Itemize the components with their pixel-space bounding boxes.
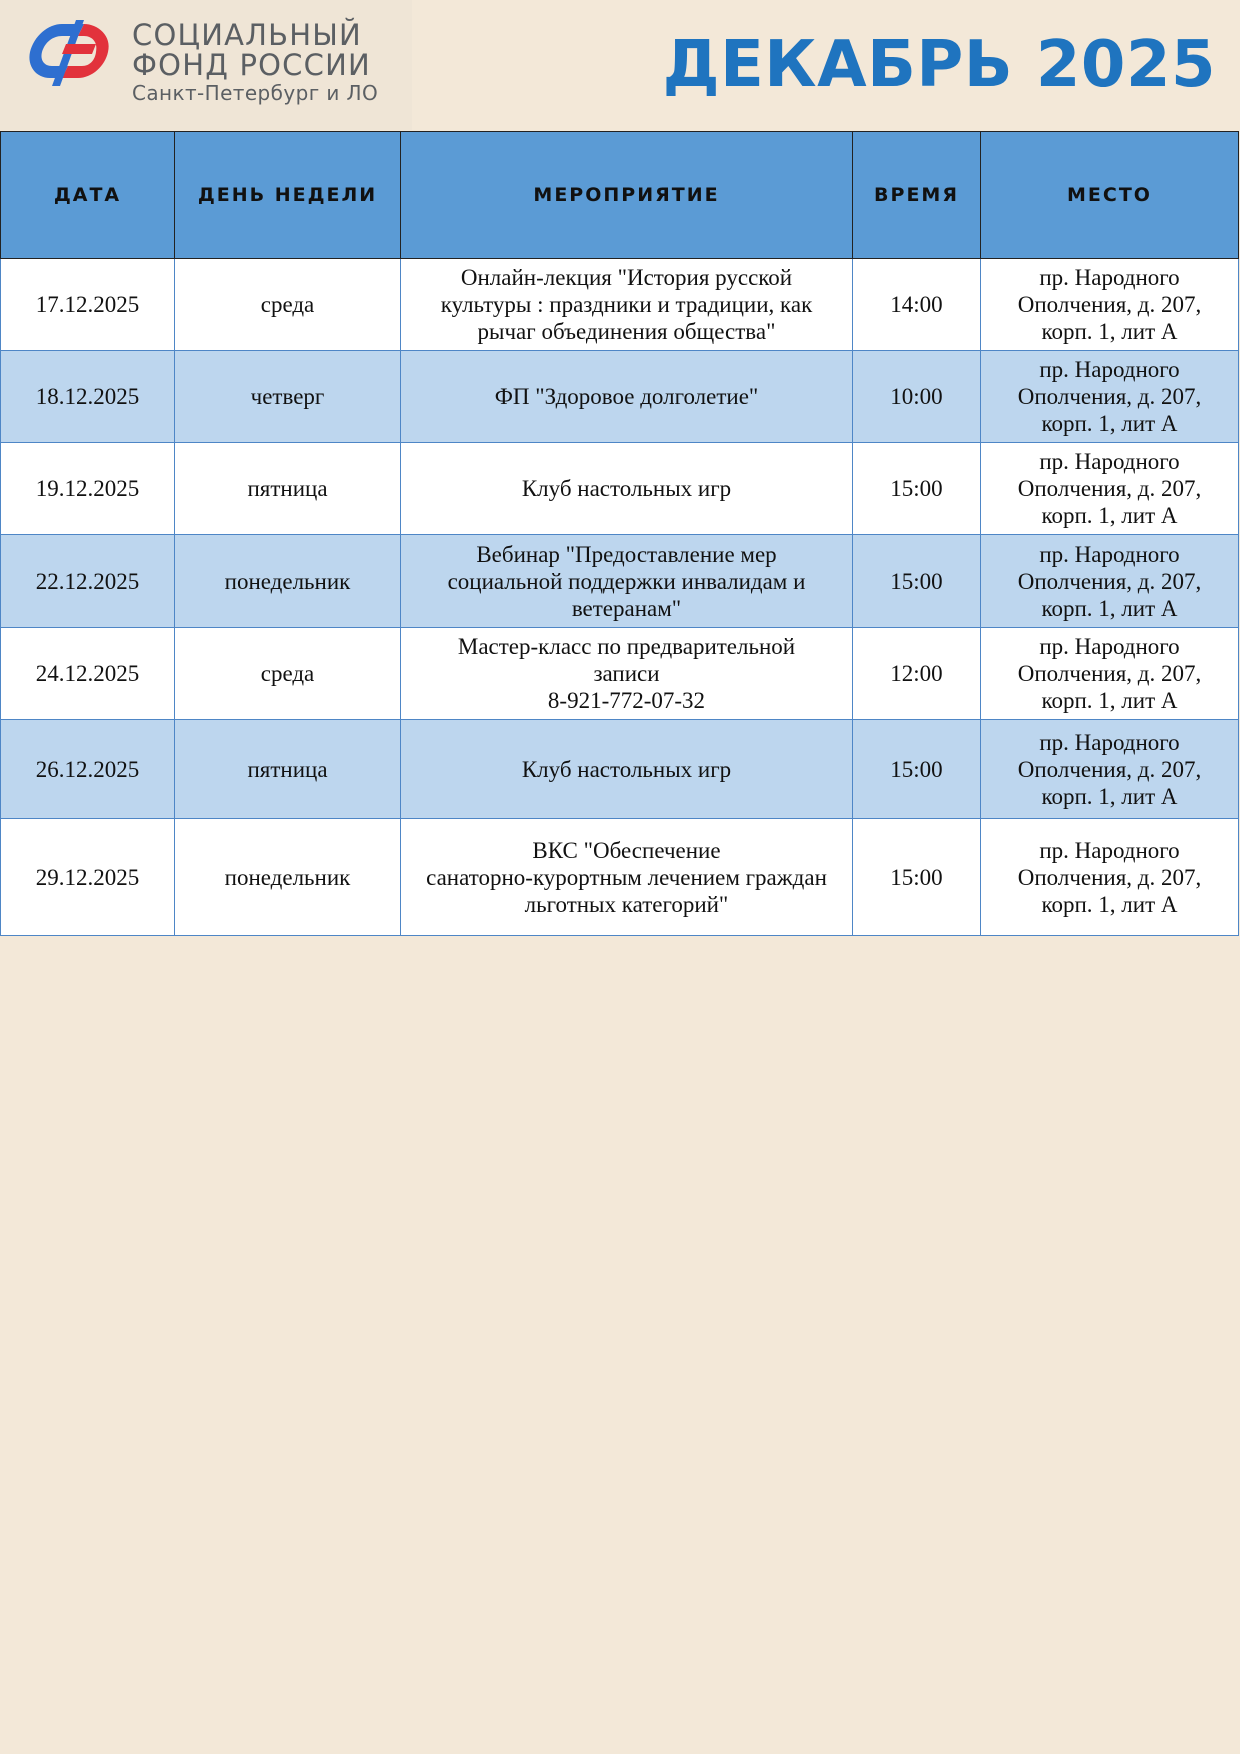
cell-time: 15:00 [853, 443, 981, 535]
cell-time: 15:00 [853, 720, 981, 819]
header-date: ДАТА [1, 132, 175, 259]
cell-place-line: пр. Народного [1039, 729, 1180, 755]
cell-event [401, 351, 853, 443]
header-time: ВРЕМЯ [853, 132, 981, 259]
header-event: МЕРОПРИЯТИЕ [401, 132, 853, 259]
cell-event-line: Онлайн-лекция "История русской [460, 265, 793, 290]
cell-event [401, 819, 853, 936]
cell-event-line: Вебинар "Предоставление мер [476, 541, 777, 567]
cell-place-line: Ополчения, д. 207, [1017, 384, 1202, 409]
logo [0, 0, 412, 130]
logo-line-2: ФОНД РОССИИ [132, 48, 371, 82]
cell-weekday: пятница [175, 443, 401, 535]
cell-place-line: пр. Народного [1039, 541, 1180, 567]
cell-event [401, 628, 853, 720]
cell-event [401, 535, 853, 628]
logo-line-3: Санкт-Петербург и ЛО [132, 81, 379, 105]
cell-weekday: понедельник [175, 535, 401, 628]
cell-place-line: Ополчения, д. 207, [1017, 864, 1202, 890]
cell-event-line: Мастер-класс по предварительной [457, 634, 796, 659]
page-header [0, 0, 1240, 132]
cell-place [981, 443, 1239, 535]
cell-place-line: корп. 1, лит А [1041, 688, 1178, 713]
cell-place-line: пр. Народного [1039, 357, 1180, 382]
cell-place-line: корп. 1, лит А [1041, 891, 1178, 917]
cell-event-line: льготных категорий" [524, 891, 729, 917]
cell-place [981, 819, 1239, 936]
schedule-table [0, 131, 1239, 936]
cell-event [401, 720, 853, 819]
cell-place-line: пр. Народного [1039, 837, 1180, 863]
cell-time: 15:00 [853, 535, 981, 628]
cell-place-line: Ополчения, д. 207, [1017, 292, 1202, 317]
cell-event-line: культуры : праздники и традиции, как [440, 292, 813, 317]
cell-event-line: 8-921-772-07-32 [547, 688, 706, 713]
cell-date: 29.12.2025 [1, 819, 175, 936]
cell-place-line: пр. Народного [1039, 265, 1180, 290]
table-row [1, 628, 1239, 720]
cell-place-line: корп. 1, лит А [1041, 411, 1178, 436]
cell-place-line: корп. 1, лит А [1041, 503, 1178, 528]
cell-date: 19.12.2025 [1, 443, 175, 535]
cell-place-line: пр. Народного [1039, 449, 1180, 474]
cell-place-line: корп. 1, лит А [1041, 319, 1178, 344]
cell-event-line: ВКС "Обеспечение [532, 837, 721, 863]
cell-place [981, 628, 1239, 720]
cell-date: 26.12.2025 [1, 720, 175, 819]
table-row [1, 819, 1239, 936]
cell-weekday: пятница [175, 720, 401, 819]
table-row [1, 535, 1239, 628]
cell-event-line: санаторно-курортным лечением граждан [426, 864, 827, 890]
cell-event [401, 259, 853, 351]
table-row [1, 443, 1239, 535]
cell-place [981, 259, 1239, 351]
header-weekday: ДЕНЬ НЕДЕЛИ [175, 132, 401, 259]
cell-event-line: ФП "Здоровое долголетие" [494, 384, 759, 409]
cell-date: 17.12.2025 [1, 259, 175, 351]
cell-place-line: корп. 1, лит А [1041, 783, 1178, 809]
table-row [1, 259, 1239, 351]
cell-place-line: Ополчения, д. 207, [1017, 476, 1202, 501]
cell-time: 12:00 [853, 628, 981, 720]
sfr-logo-icon [22, 14, 116, 90]
table-row [1, 351, 1239, 443]
page-title: ДЕКАБРЬ 2025 [662, 28, 1216, 102]
cell-event-line: социальной поддержки инвалидам и [447, 568, 806, 594]
cell-event-line: Клуб настольных игр [521, 756, 732, 782]
cell-date: 24.12.2025 [1, 628, 175, 720]
cell-place-line: пр. Народного [1039, 634, 1180, 659]
cell-weekday: понедельник [175, 819, 401, 936]
table-row [1, 720, 1239, 819]
cell-weekday: среда [175, 628, 401, 720]
cell-place [981, 351, 1239, 443]
cell-time: 14:00 [853, 259, 981, 351]
logo-line-1: СОЦИАЛЬНЫЙ [132, 18, 362, 52]
cell-time: 10:00 [853, 351, 981, 443]
cell-place [981, 720, 1239, 819]
cell-weekday: четверг [175, 351, 401, 443]
cell-event-line: Клуб настольных игр [521, 476, 732, 501]
cell-place-line: корп. 1, лит А [1041, 595, 1178, 621]
cell-time: 15:00 [853, 819, 981, 936]
cell-event-line: рычаг объединения общества" [477, 319, 776, 344]
cell-event-line: ветеранам" [571, 595, 682, 621]
cell-place-line: Ополчения, д. 207, [1017, 661, 1202, 686]
cell-date: 22.12.2025 [1, 535, 175, 628]
cell-event [401, 443, 853, 535]
cell-place-line: Ополчения, д. 207, [1017, 568, 1202, 594]
table-header-row [1, 132, 1239, 259]
cell-event-line: записи [593, 661, 660, 686]
cell-weekday: среда [175, 259, 401, 351]
cell-place-line: Ополчения, д. 207, [1017, 756, 1202, 782]
cell-date: 18.12.2025 [1, 351, 175, 443]
cell-place [981, 535, 1239, 628]
header-place: МЕСТО [981, 132, 1239, 259]
